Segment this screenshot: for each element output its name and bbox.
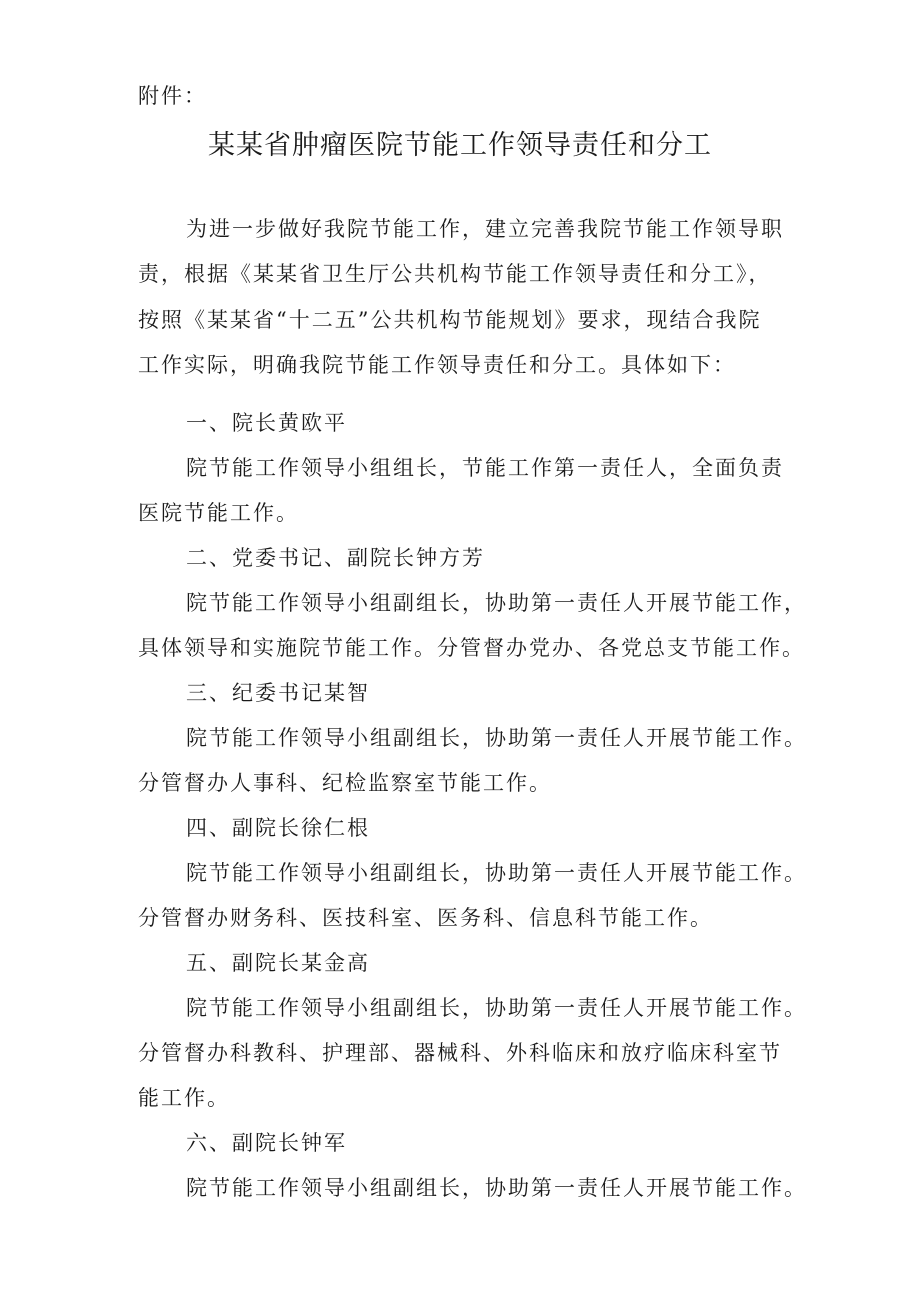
section-3-line-1: 院节能工作领导小组副组长，协助第一责任人开展节能工作。 <box>186 726 807 750</box>
intro-line-2: 责，根据《某某省卫生厅公共机构节能工作领导责任和分工》， <box>138 262 772 286</box>
section-1-line-1: 院节能工作领导小组组长，节能工作第一责任人，全面负责 <box>186 456 784 480</box>
section-4-line-1: 院节能工作领导小组副组长，协助第一责任人开展节能工作。 <box>186 861 807 885</box>
document-title: 某某省肿瘤医院节能工作领导责任和分工 <box>208 130 712 161</box>
section-6-heading: 六、副院长钟军 <box>186 1131 347 1155</box>
intro-line-1: 为进一步做好我院节能工作，建立完善我院节能工作领导职 <box>186 217 784 241</box>
section-3-line-2: 分管督办人事科、纪检监察室节能工作。 <box>138 771 552 795</box>
section-6-line-1: 院节能工作领导小组副组长，协助第一责任人开展节能工作。 <box>186 1176 807 1200</box>
section-1-line-2: 医院节能工作。 <box>138 501 299 525</box>
section-5-line-2: 分管督办科教科、护理部、器械科、外科临床和放疗临床科室节 <box>138 1041 782 1065</box>
section-5-line-3: 能工作。 <box>138 1086 230 1110</box>
section-4-line-2: 分管督办财务科、医技科室、医务科、信息科节能工作。 <box>138 906 713 930</box>
attachment-label: 附件： <box>138 84 207 108</box>
section-2-line-1: 院节能工作领导小组副组长，协助第一责任人开展节能工作， <box>186 591 807 615</box>
section-4-heading: 四、副院长徐仁根 <box>186 816 370 840</box>
section-3-heading: 三、纪委书记某智 <box>186 681 370 705</box>
section-2-line-2: 具体领导和实施院节能工作。分管督办党办、各党总支节能工作。 <box>138 636 805 660</box>
section-5-heading: 五、副院长某金高 <box>186 951 370 975</box>
intro-line-4: 工作实际，明确我院节能工作领导责任和分工。具体如下： <box>138 353 736 377</box>
section-1-heading: 一、院长黄欧平 <box>186 411 347 435</box>
section-5-line-1: 院节能工作领导小组副组长，协助第一责任人开展节能工作。 <box>186 996 807 1020</box>
intro-line-3: 按照《某某省“十二五”公共机构节能规划》要求，现结合我院 <box>138 308 762 332</box>
section-2-heading: 二、党委书记、副院长钟方芳 <box>186 546 485 570</box>
